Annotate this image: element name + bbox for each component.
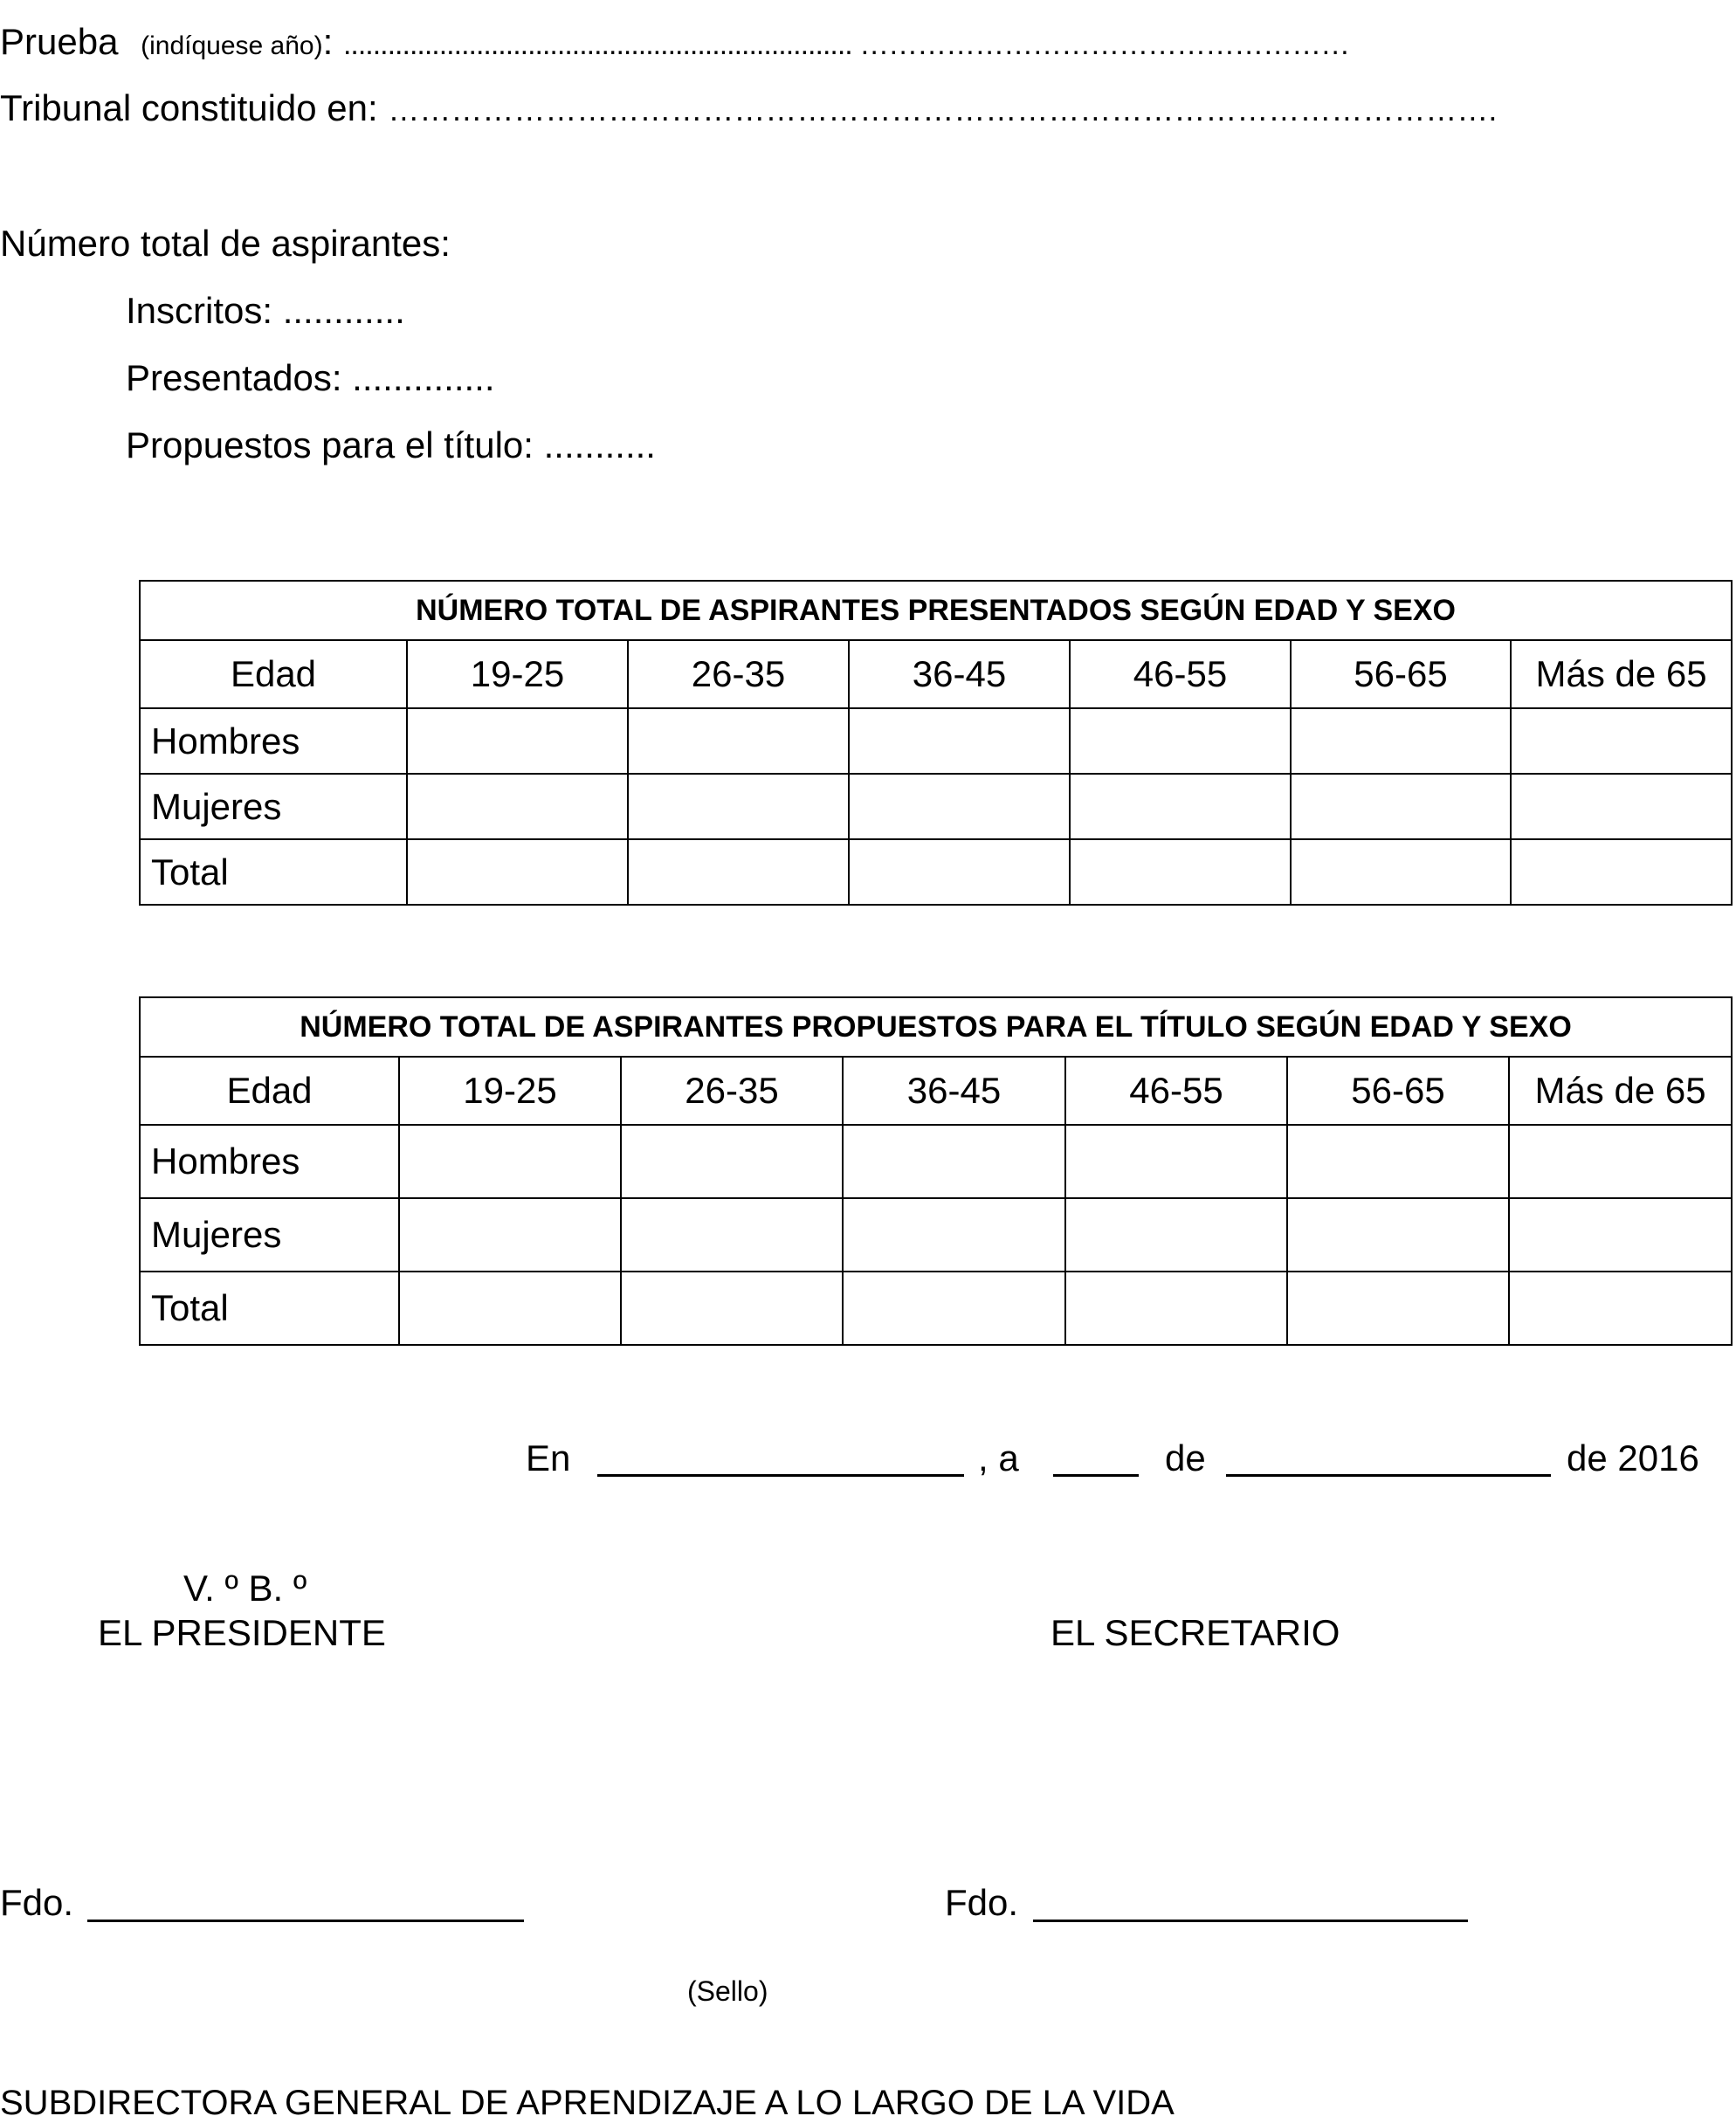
table-cell[interactable] — [1509, 1272, 1732, 1345]
presidente-label: EL PRESIDENTE — [98, 1612, 386, 1653]
footer-signatory: SUBDIRECTORA GENERAL DE APRENDIZAJE A LO LARGO DE LA VIDA — [0, 2084, 1175, 2122]
row-label-total: Total — [140, 839, 407, 905]
col-header-mas-de-65: Más de 65 — [1509, 1057, 1732, 1125]
col-header-46-55: 46-55 — [1065, 1057, 1287, 1125]
col-header-46-55: 46-55 — [1070, 640, 1291, 708]
table-cell[interactable] — [843, 1198, 1065, 1272]
row-label-mujeres: Mujeres — [140, 774, 407, 839]
table-row — [140, 774, 1732, 839]
table-cell[interactable] — [1287, 1125, 1509, 1198]
date-year-label: de 2016 — [1567, 1437, 1699, 1479]
col-header-19-25: 19-25 — [407, 640, 628, 708]
table-cell[interactable] — [628, 839, 849, 905]
date-en-label: En — [526, 1437, 571, 1479]
table-row — [140, 1198, 1732, 1272]
table-title-row — [140, 997, 1732, 1057]
table-cell[interactable] — [1291, 774, 1511, 839]
presentados-line: Presentados: .............. — [126, 357, 495, 398]
table-cell[interactable] — [1291, 708, 1511, 774]
row-label-mujeres: Mujeres — [140, 1198, 399, 1272]
table-cell[interactable] — [1070, 774, 1291, 839]
table-row — [140, 839, 1732, 905]
aspirantes-title: Número total de aspirantes: — [0, 223, 451, 264]
prueba-line — [0, 21, 1349, 63]
table-row — [140, 708, 1732, 774]
col-header-26-35: 26-35 — [621, 1057, 843, 1125]
table-cell[interactable] — [407, 839, 628, 905]
table-cell[interactable] — [1511, 774, 1732, 839]
col-header-edad: Edad — [140, 640, 407, 708]
table-cell[interactable] — [843, 1125, 1065, 1198]
table-cell[interactable] — [843, 1272, 1065, 1345]
fdo-right-label: Fdo. — [945, 1882, 1019, 1923]
inscritos-line: Inscritos: ............ — [126, 290, 405, 331]
row-label-hombres: Hombres — [140, 1125, 399, 1198]
propuestos-line: Propuestos para el título: ........... — [126, 424, 656, 465]
vb-label: V. º B. º — [183, 1568, 307, 1609]
table-cell[interactable] — [849, 708, 1070, 774]
fdo-left-label: Fdo. — [0, 1882, 74, 1923]
prueba-colon: : — [322, 21, 334, 62]
table-cell[interactable] — [399, 1198, 621, 1272]
col-header-mas-de-65: Más de 65 — [1511, 640, 1732, 708]
signature-left-blank[interactable] — [87, 1920, 524, 1922]
table-cell[interactable] — [1070, 839, 1291, 905]
tribunal-fill-dots: ……………………………………………………………………………………………. — [388, 92, 1498, 128]
table-cell[interactable] — [628, 708, 849, 774]
month-blank[interactable] — [1226, 1474, 1551, 1477]
table-cell[interactable] — [849, 774, 1070, 839]
col-header-19-25: 19-25 — [399, 1057, 621, 1125]
table-cell[interactable] — [1287, 1198, 1509, 1272]
table-title: NÚMERO TOTAL DE ASPIRANTES PRESENTADOS SEGÚN EDAD Y SEXO — [140, 581, 1732, 640]
sello-label: (Sello) — [687, 1975, 768, 2007]
col-header-56-65: 56-65 — [1287, 1057, 1509, 1125]
col-header-56-65: 56-65 — [1291, 640, 1511, 708]
table-cell[interactable] — [1511, 708, 1732, 774]
tribunal-label: Tribunal constituido en: — [0, 87, 378, 128]
col-header-edad: Edad — [140, 1057, 399, 1125]
table-cell[interactable] — [628, 774, 849, 839]
table-cell[interactable] — [1065, 1125, 1287, 1198]
prueba-hint: (indíquese año) — [141, 31, 323, 60]
secretario-label: EL SECRETARIO — [1051, 1612, 1340, 1653]
table-header-row — [140, 1057, 1732, 1125]
table-cell[interactable] — [1509, 1198, 1732, 1272]
table-cell[interactable] — [1511, 839, 1732, 905]
table-cell[interactable] — [1070, 708, 1291, 774]
date-comma-a-label: , a — [978, 1437, 1019, 1479]
table-cell[interactable] — [1509, 1125, 1732, 1198]
prueba-label: Prueba — [0, 21, 119, 62]
table-cell[interactable] — [621, 1125, 843, 1198]
table-cell[interactable] — [407, 708, 628, 774]
table-title: NÚMERO TOTAL DE ASPIRANTES PROPUESTOS PARA EL TÍTULO SEGÚN EDAD Y SEXO — [140, 997, 1732, 1057]
table-row — [140, 1272, 1732, 1345]
day-blank[interactable] — [1053, 1474, 1139, 1477]
col-header-26-35: 26-35 — [628, 640, 849, 708]
place-blank[interactable] — [597, 1474, 964, 1477]
prueba-fill-dots: ..................................................................... …………………………………………… — [342, 28, 1350, 61]
table-cell[interactable] — [1065, 1272, 1287, 1345]
table-cell[interactable] — [621, 1272, 843, 1345]
table-cell[interactable] — [399, 1272, 621, 1345]
table-row — [140, 1125, 1732, 1198]
propuestos-table — [139, 996, 1733, 1346]
table-title-row — [140, 581, 1732, 640]
table-cell[interactable] — [1291, 839, 1511, 905]
col-header-36-45: 36-45 — [849, 640, 1070, 708]
table-cell[interactable] — [1287, 1272, 1509, 1345]
table-header-row — [140, 640, 1732, 708]
table-cell[interactable] — [399, 1125, 621, 1198]
table-cell[interactable] — [407, 774, 628, 839]
col-header-36-45: 36-45 — [843, 1057, 1065, 1125]
tribunal-line — [0, 87, 1497, 129]
table-cell[interactable] — [621, 1198, 843, 1272]
table-cell[interactable] — [1065, 1198, 1287, 1272]
date-de-label: de — [1165, 1437, 1206, 1479]
row-label-hombres: Hombres — [140, 708, 407, 774]
table-cell[interactable] — [849, 839, 1070, 905]
signature-right-blank[interactable] — [1033, 1920, 1468, 1922]
row-label-total: Total — [140, 1272, 399, 1345]
presentados-table — [139, 580, 1733, 906]
